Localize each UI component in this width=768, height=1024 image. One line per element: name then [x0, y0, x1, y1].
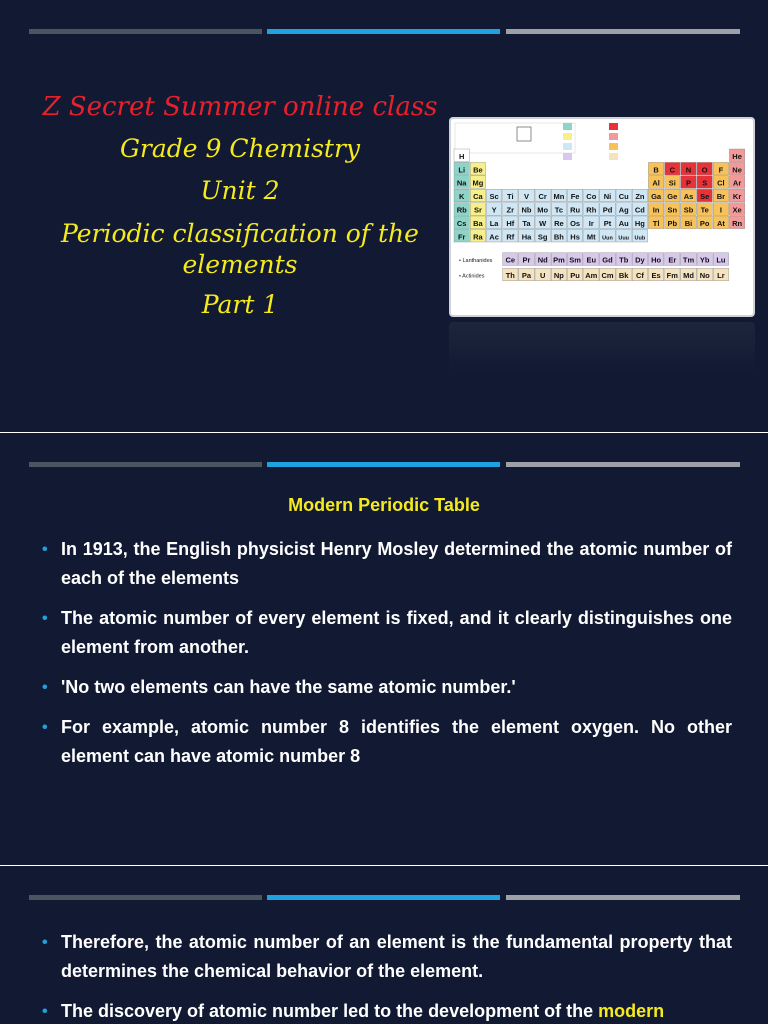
element-symbol-ga: Ga	[651, 192, 662, 202]
slide-heading: Modern Periodic Table	[288, 495, 480, 515]
element-symbol-p: P	[685, 178, 692, 188]
element-symbol-w: W	[539, 218, 547, 228]
element-symbol-y: Y	[491, 205, 497, 215]
bullet-item	[42, 604, 732, 662]
element-symbol-hg: Hg	[634, 218, 645, 228]
element-symbol-ta: Ta	[522, 218, 531, 228]
topic-line-2: elements	[182, 250, 298, 279]
element-symbol-s: S	[702, 178, 708, 188]
bullet-text: 'No two elements can have the same atomic number.'	[61, 677, 516, 697]
element-symbol-rn: Rn	[732, 218, 743, 228]
topic-title	[40, 218, 440, 280]
element-symbol-k: K	[458, 192, 465, 202]
element-symbol-i: I	[719, 205, 722, 215]
element-symbol-cm: Cm	[601, 271, 614, 281]
element-symbol-te: Te	[700, 205, 709, 215]
highlight-text: modern	[598, 1001, 665, 1021]
element-symbol-sg: Sg	[537, 232, 548, 242]
element-symbol-es: Es	[651, 271, 661, 281]
class-title: Z Secret Summer online class	[42, 92, 438, 122]
periodic-table-legend	[455, 123, 618, 160]
periodic-table-graphic	[451, 119, 753, 315]
element-symbol-po: Po	[699, 218, 710, 228]
bar-dark	[29, 29, 262, 34]
bullet-item	[42, 928, 732, 986]
element-symbol-n: N	[685, 165, 692, 175]
element-symbol-as: As	[683, 192, 694, 202]
element-symbol-lr: Lr	[717, 271, 725, 281]
bullet-item	[42, 997, 732, 1024]
bar-blue	[267, 29, 500, 34]
element-symbol-rb: Rb	[456, 205, 467, 215]
periodic-table-image	[449, 117, 755, 317]
element-symbol-pu: Pu	[570, 271, 580, 281]
element-symbol-na: Na	[456, 178, 467, 188]
element-symbol-mg: Mg	[472, 178, 484, 188]
element-symbol-pt: Pt	[603, 218, 612, 228]
bullet-icon: •	[42, 541, 48, 558]
element-symbol-ni: Ni	[603, 192, 612, 202]
element-symbol-os: Os	[570, 218, 581, 228]
element-symbol-tb: Tb	[619, 255, 629, 265]
element-symbol-br: Br	[716, 192, 726, 202]
bullet-text: In 1913, the English physicist Henry Mosley determined the atomic number of each of the elements	[61, 539, 732, 588]
element-symbol-au: Au	[618, 218, 629, 228]
bullet-list	[42, 928, 732, 1024]
element-symbol-in: In	[652, 205, 660, 215]
element-symbol-fr: Fr	[457, 232, 466, 242]
bullet-text: For example, atomic number 8 identifies the element oxygen. No other element can have atomic number 8	[61, 717, 732, 766]
element-symbol-cd: Cd	[634, 205, 645, 215]
bullet-icon: •	[42, 1003, 48, 1020]
element-symbol-ho: Ho	[651, 255, 662, 265]
element-symbol-hf: Hf	[506, 218, 515, 228]
element-symbol-he: He	[732, 151, 742, 161]
element-symbol-be: Be	[473, 165, 483, 175]
actinides-label: • Actinides	[459, 273, 485, 280]
element-symbol-md: Md	[683, 271, 694, 281]
bullet-text: The discovery of atomic number led to the development of the	[61, 1001, 594, 1021]
bullet-item	[42, 713, 732, 771]
element-symbol-mn: Mn	[553, 192, 565, 202]
bullet-icon: •	[42, 719, 48, 736]
image-reflection	[449, 322, 755, 372]
bar-dark	[29, 895, 262, 900]
element-symbol-mt: Mt	[586, 232, 596, 242]
element-symbol-cf: Cf	[635, 271, 644, 281]
element-symbol-pr: Pr	[522, 255, 531, 265]
element-symbol-er: Er	[668, 255, 677, 265]
element-symbol-co: Co	[586, 192, 597, 202]
element-symbol-se: Se	[700, 192, 710, 202]
element-symbol-rf: Rf	[506, 232, 515, 242]
slide-atomic-number	[0, 866, 768, 1024]
element-symbol-cl: Cl	[717, 178, 725, 188]
bullet-icon: •	[42, 679, 48, 696]
element-symbol-ne: Ne	[732, 165, 742, 175]
bar-light	[506, 29, 740, 34]
element-symbol-hs: Hs	[570, 232, 580, 242]
element-symbol-pm: Pm	[553, 255, 565, 265]
element-symbol-zn: Zn	[635, 192, 645, 202]
bar-blue	[267, 895, 500, 900]
element-symbol-xe: Xe	[732, 205, 742, 215]
element-symbol-np: Np	[553, 271, 564, 281]
element-symbol-am: Am	[585, 271, 598, 281]
slide-modern-periodic-table	[0, 433, 768, 865]
element-symbol-bh: Bh	[553, 232, 564, 242]
slide-title	[0, 0, 768, 432]
element-symbol-ag: Ag	[618, 205, 629, 215]
element-symbol-sr: Sr	[473, 205, 482, 215]
element-symbol-h: H	[458, 151, 465, 161]
element-symbol-gd: Gd	[602, 255, 613, 265]
element-symbol-bi: Bi	[684, 218, 693, 228]
element-symbol-lu: Lu	[716, 255, 726, 265]
element-symbol-ha: Ha	[521, 232, 532, 242]
bullet-text: Therefore, the atomic number of an element is the fundamental property that determines the chemical behavior of the element.	[61, 932, 732, 981]
element-symbol-ba: Ba	[473, 218, 483, 228]
grade-title: Grade 9 Chemistry	[119, 134, 361, 163]
decorative-bars	[29, 895, 740, 900]
bullet-item	[42, 535, 732, 593]
element-symbol-ra: Ra	[473, 232, 483, 242]
element-symbol-mo: Mo	[537, 205, 549, 215]
element-symbol-sc: Sc	[489, 192, 499, 202]
bar-light	[506, 895, 740, 900]
element-symbol-eu: Eu	[586, 255, 597, 265]
element-symbol-f: F	[718, 165, 724, 175]
bar-dark	[29, 462, 262, 467]
element-symbol-zr: Zr	[506, 205, 515, 215]
element-symbol-ar: Ar	[732, 178, 742, 188]
element-symbol-ir: Ir	[588, 218, 594, 228]
element-symbol-c: C	[669, 165, 676, 175]
lanthanides-label: • Lanthanides	[459, 258, 493, 265]
element-symbol-nb: Nb	[521, 205, 532, 215]
element-symbol-si: Si	[668, 178, 676, 188]
element-symbol-uun: Uun	[602, 235, 613, 242]
part-title: Part 1	[201, 290, 279, 319]
element-symbol-ge: Ge	[667, 192, 678, 202]
element-symbol-li: Li	[458, 165, 466, 175]
decorative-bars	[29, 462, 740, 467]
bullet-icon: •	[42, 610, 48, 627]
bullet-list	[42, 535, 732, 782]
element-symbol-uub: Uub	[634, 235, 646, 242]
unit-title: Unit 2	[200, 176, 280, 205]
element-symbol-tl: Tl	[652, 218, 660, 228]
element-symbol-o: O	[701, 165, 708, 175]
element-symbol-bk: Bk	[618, 271, 629, 281]
element-symbol-uuu: Uuu	[618, 235, 630, 242]
element-symbol-pd: Pd	[602, 205, 613, 215]
element-symbol-tc: Tc	[554, 205, 564, 215]
element-symbol-la: La	[489, 218, 499, 228]
element-symbol-u: U	[539, 271, 546, 281]
element-symbol-yb: Yb	[699, 255, 710, 265]
bar-blue	[267, 462, 500, 467]
element-symbol-v: V	[523, 192, 530, 202]
element-symbol-cs: Cs	[456, 218, 467, 228]
element-symbol-b: B	[653, 165, 659, 175]
bullet-item	[42, 673, 732, 702]
element-symbol-ce: Ce	[505, 255, 516, 265]
element-symbol-ca: Ca	[473, 192, 483, 202]
element-symbol-ti: Ti	[507, 192, 514, 202]
element-symbol-tm: Tm	[682, 255, 695, 265]
element-symbol-ru: Ru	[570, 205, 581, 215]
bullet-icon: •	[42, 934, 48, 951]
element-symbol-fe: Fe	[570, 192, 580, 202]
decorative-bars	[29, 29, 740, 34]
element-symbol-pb: Pb	[667, 218, 678, 228]
element-symbol-sm: Sm	[569, 255, 581, 265]
element-symbol-pa: Pa	[521, 271, 532, 281]
element-symbol-re: Re	[554, 218, 564, 228]
element-symbol-at: At	[716, 218, 725, 228]
element-symbol-ac: Ac	[489, 232, 499, 242]
element-symbol-fm: Fm	[666, 271, 678, 281]
bullet-text: The atomic number of every element is fixed, and it clearly distinguishes one element from another.	[61, 608, 732, 657]
topic-line-1: Periodic classification of the	[61, 219, 419, 248]
element-symbol-cr: Cr	[538, 192, 547, 202]
bar-light	[506, 462, 740, 467]
element-symbol-dy: Dy	[635, 255, 645, 265]
element-symbol-sn: Sn	[667, 205, 678, 215]
element-symbol-nd: Nd	[537, 255, 548, 265]
element-symbol-cu: Cu	[618, 192, 629, 202]
element-symbol-rh: Rh	[586, 205, 597, 215]
element-symbol-sb: Sb	[683, 205, 694, 215]
element-symbol-th: Th	[505, 271, 515, 281]
element-symbol-kr: Kr	[732, 192, 742, 202]
element-symbol-al: Al	[652, 178, 660, 188]
element-symbol-no: No	[699, 271, 710, 281]
